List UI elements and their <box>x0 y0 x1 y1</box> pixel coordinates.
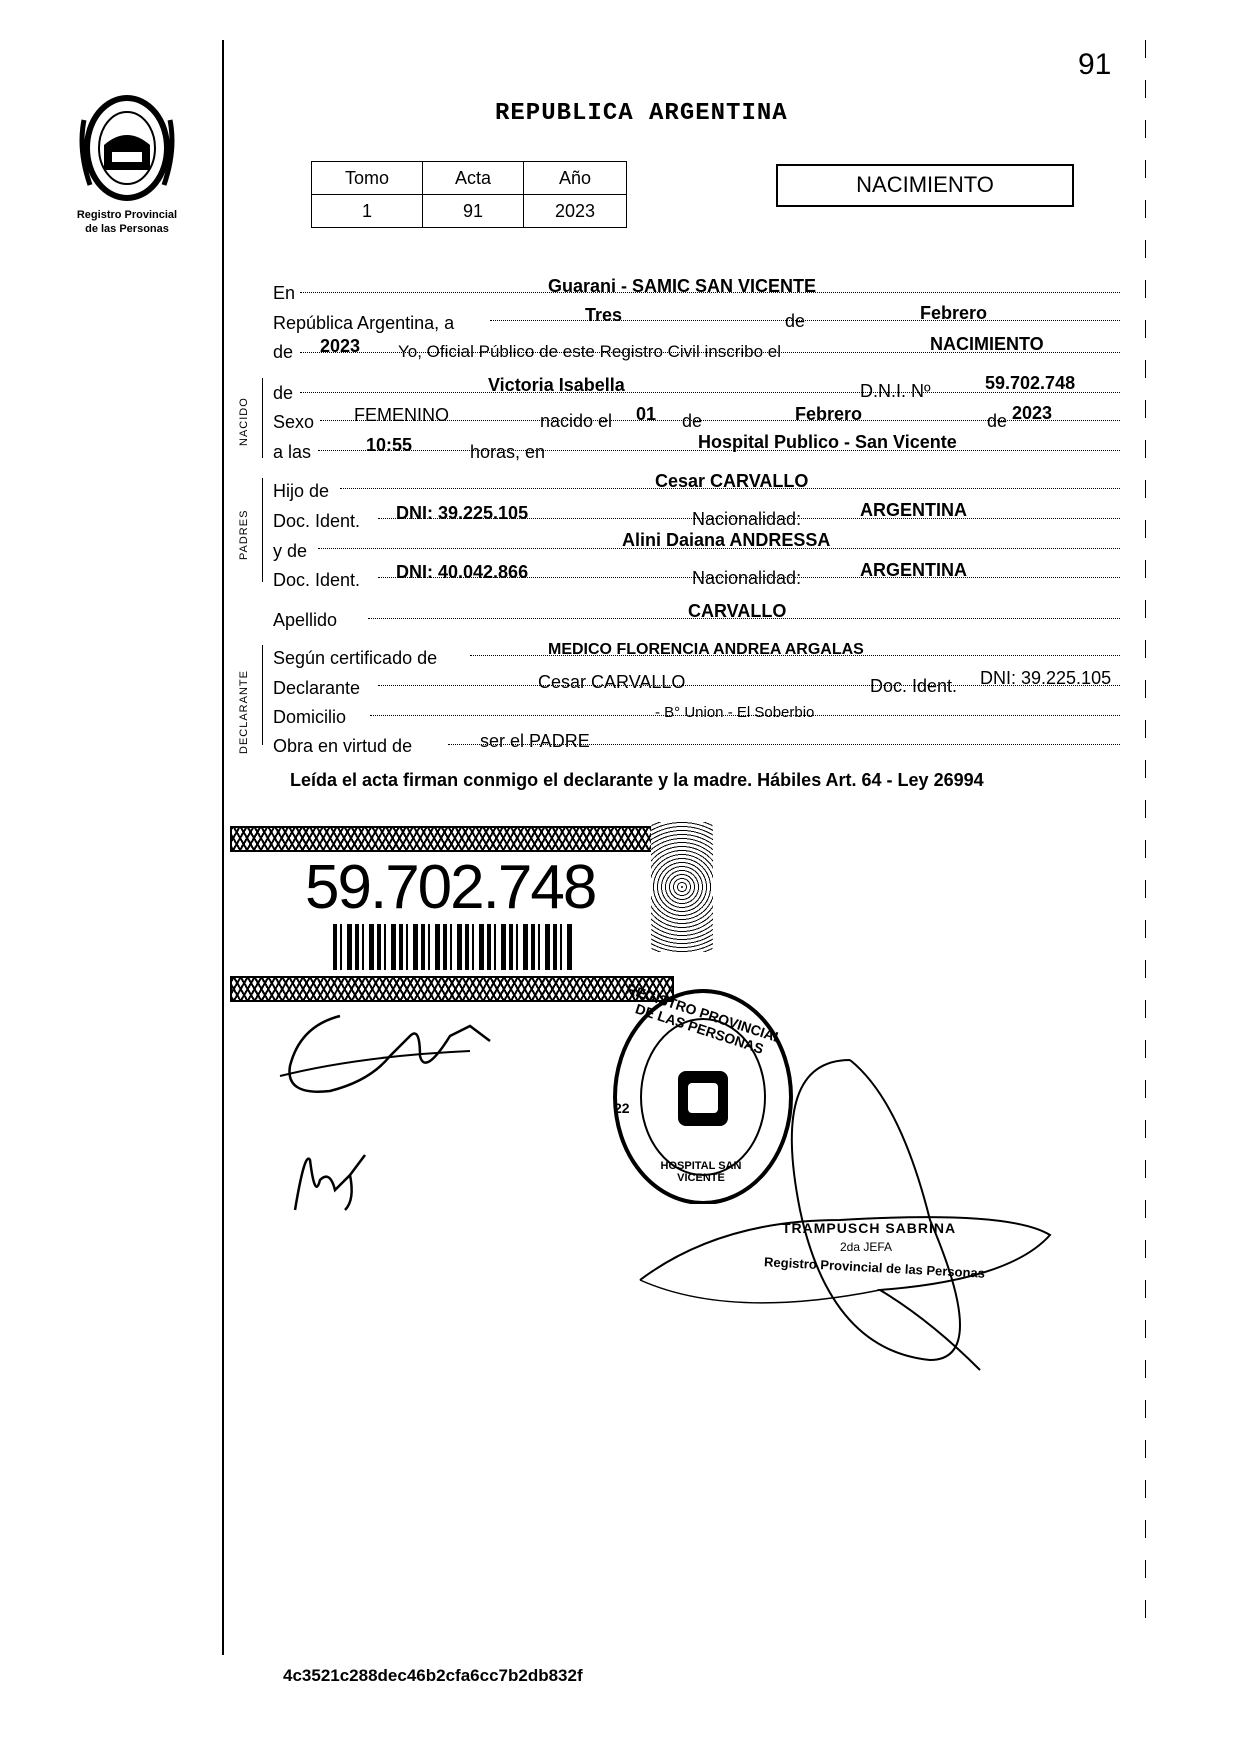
barcode <box>333 924 573 970</box>
anio-header: Año <box>524 162 627 195</box>
declarant-signature <box>270 996 510 1106</box>
closing-text: Leída el acta firman conmigo el declarante y la madre. Hábiles Art. 64 - Ley 26994 <box>290 770 984 790</box>
value-dni: 59.702.748 <box>985 373 1076 393</box>
stamp-ring-text: REGISTRO PROVINCIAL DE LAS PERSONAS <box>624 980 785 1057</box>
right-margin-line <box>1145 40 1146 1630</box>
label-yo: Yo, Oficial Público de este Registro Civil inscribo el <box>398 342 781 361</box>
side-label-nacido: NACIDO <box>238 397 250 446</box>
value-dia-letras: Tres <box>585 305 623 325</box>
label-de-mes: de <box>785 311 806 331</box>
label-y-de: y de <box>273 541 308 561</box>
tomo-value: 1 <box>312 195 423 228</box>
value-anio: 2023 <box>320 336 361 356</box>
officer-role: 2da JEFA <box>840 1240 893 1254</box>
anio-value: 2023 <box>524 195 627 228</box>
label-nacionalidad-padre: Nacionalidad: <box>692 509 802 529</box>
page-number: 91 <box>1078 48 1112 81</box>
label-sexo: Sexo <box>273 412 315 432</box>
value-dia-nac: 01 <box>636 404 657 424</box>
label-hijo-de: Hijo de <box>273 481 330 501</box>
label-de-anio-nac: de <box>987 411 1008 431</box>
label-nacionalidad-madre: Nacionalidad: <box>692 568 802 588</box>
label-segun: Según certificado de <box>273 648 438 668</box>
logo-caption-line2: de las Personas <box>85 223 169 235</box>
acta-value: 91 <box>423 195 524 228</box>
value-lugar: Guarani - SAMIC SAN VICENTE <box>548 276 817 296</box>
stamp-number: 22 <box>614 1100 630 1116</box>
value-sexo: FEMENINO <box>354 405 450 425</box>
label-de-name: de <box>273 383 294 403</box>
stamp-inner-text: HOSPITAL SAN VICENTE <box>660 1160 742 1184</box>
value-hora: 10:55 <box>366 435 413 455</box>
tomo-header: Tomo <box>312 162 423 195</box>
officer-signature <box>630 1020 1070 1390</box>
security-strip-top <box>230 826 659 852</box>
label-dni: D.N.I. Nº <box>860 381 931 401</box>
security-hologram-top <box>651 822 713 952</box>
officer-org: Registro Provincial de las Personas <box>763 1254 986 1281</box>
label-en: En <box>273 283 296 303</box>
padres-bracket <box>262 478 263 582</box>
value-domicilio: - B° Union - El Soberbio <box>655 704 815 721</box>
value-declarante-dni: DNI: 39.225.105 <box>980 668 1112 688</box>
declarante-bracket <box>262 645 263 745</box>
label-domicilio: Domicilio <box>273 707 347 727</box>
value-anio-nac: 2023 <box>1012 403 1053 423</box>
side-label-declarante: DECLARANTE <box>238 670 250 754</box>
label-nacido-el: nacido el <box>540 411 613 431</box>
officer-name: TRAMPUSCH SABRINA <box>782 1220 957 1236</box>
value-madre: Alini Daiana ANDRESSA <box>622 530 831 550</box>
side-label-padres: PADRES <box>238 509 250 560</box>
barcode-number: 59.702.748 <box>305 853 596 922</box>
label-doc-ident-declarante: Doc. Ident. <box>870 676 958 696</box>
mother-signature <box>290 1140 380 1220</box>
label-declarante: Declarante <box>273 678 361 698</box>
label-doc-ident-padre: Doc. Ident. <box>273 511 361 531</box>
record-type-box <box>776 164 1074 207</box>
value-mes-nac: Febrero <box>795 404 863 424</box>
value-declarante: Cesar CARVALLO <box>538 672 686 692</box>
acta-header: Acta <box>423 162 524 195</box>
registry-table <box>311 161 627 228</box>
value-padre-dni: DNI: 39.225.105 <box>396 503 529 523</box>
value-padre-nac: ARGENTINA <box>860 500 967 520</box>
value-mes: Febrero <box>920 303 988 323</box>
label-a-las: a las <box>273 442 312 462</box>
value-madre-nac: ARGENTINA <box>860 560 967 580</box>
label-horas-en: horas, en <box>470 442 546 462</box>
label-de-anio: de <box>273 342 294 362</box>
label-republica: República Argentina, a <box>273 313 455 333</box>
nacido-bracket <box>262 378 263 458</box>
left-margin-line <box>222 40 224 1655</box>
logo-caption-line1: Registro Provincial <box>76 209 178 221</box>
label-obra: Obra en virtud de <box>273 736 413 756</box>
value-apellido: CARVALLO <box>688 601 787 621</box>
label-doc-ident-madre: Doc. Ident. <box>273 570 361 590</box>
document-hash: 4c3521c288dec46b2cfa6cc7b2db832f <box>283 1666 583 1685</box>
header-title: REPUBLICA ARGENTINA <box>495 100 788 127</box>
label-apellido: Apellido <box>273 610 338 630</box>
value-nombre: Victoria Isabella <box>488 375 625 395</box>
value-madre-dni: DNI: 40.042.866 <box>396 562 529 582</box>
value-padre: Cesar CARVALLO <box>655 471 809 491</box>
value-tipo: NACIMIENTO <box>930 334 1044 354</box>
value-certificado: MEDICO FLORENCIA ANDREA ARGALAS <box>548 641 864 658</box>
province-seal-logo <box>72 90 182 205</box>
value-lugar-nac: Hospital Publico - San Vicente <box>698 432 957 452</box>
record-type-label: NACIMIENTO <box>856 172 994 197</box>
value-obra: ser el PADRE <box>480 731 590 751</box>
label-de-mes-nac: de <box>682 411 703 431</box>
